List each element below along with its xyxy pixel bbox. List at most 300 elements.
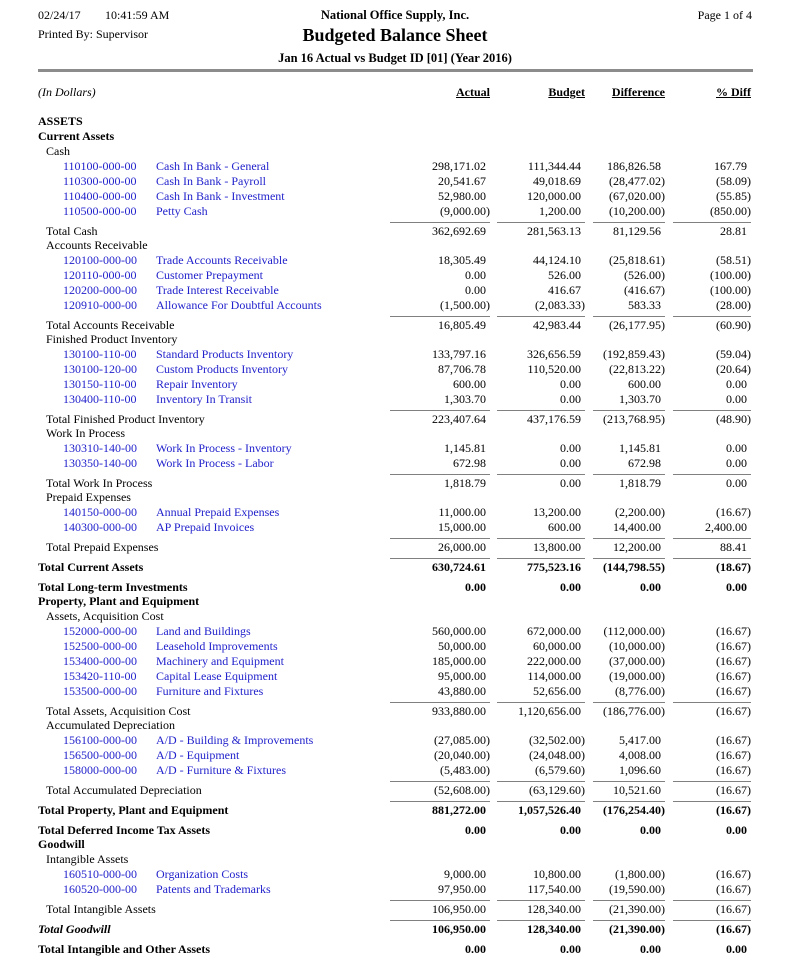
budget-value: 1,200.00 [539,204,581,218]
actual-value: 933,880.00 [390,702,490,718]
row-label [38,520,390,535]
account-number-link[interactable]: 110400-000-00 [63,189,137,203]
account-row [38,189,751,204]
budget-value: 49,018.69 [533,174,581,188]
row-label: Prepaid Expenses [46,490,131,504]
total-row [38,313,751,332]
row-label: Total Accumulated Depreciation [46,783,202,797]
budget-value: 0.00 [560,942,581,956]
pct-diff-value: 0.00 [726,456,747,470]
account-description-link[interactable]: Allowance For Doubtful Accounts [156,298,322,312]
pct-diff-value: (16.67) [673,920,751,936]
pct-diff-value: 0.00 [673,474,751,490]
total-row [38,897,751,916]
column-header-difference: Difference [611,85,665,99]
row-label [38,639,390,654]
budget-value: (6,579.60) [535,763,585,777]
row-label [38,441,390,456]
actual-value: 298,171.02 [432,159,486,173]
row-label: Intangible Assets [46,852,129,866]
budget-value: 110,520.00 [527,362,581,376]
difference-value: 672.98 [628,456,661,470]
actual-value: 11,000.00 [438,505,486,519]
budget-value: 111,344.44 [527,159,581,173]
section-row [38,129,751,144]
account-row [38,654,751,669]
row-label: Work In Process [46,426,126,440]
actual-value: 26,000.00 [390,538,490,554]
difference-value: (192,859.43) [603,347,665,361]
budget-value: (32,502.00) [529,733,585,747]
pct-diff-value: (58.09) [716,174,751,188]
budget-value: 13,800.00 [497,538,585,554]
actual-value: 87,706.78 [438,362,486,376]
budget-value: 0.00 [560,580,581,594]
account-row [38,639,751,654]
actual-value: 630,724.61 [390,558,490,574]
account-description-link[interactable]: Inventory In Transit [156,392,252,406]
budget-value: 44,124.10 [533,253,581,267]
row-label: Total Intangible and Other Assets [38,942,211,956]
budget-value: 0.00 [497,474,585,490]
account-number-link[interactable]: 110500-000-00 [63,204,137,218]
printed-by: Printed By: Supervisor [38,27,148,41]
group-row [38,609,751,624]
pct-diff-value: (16.67) [716,748,751,762]
account-row [38,441,751,456]
row-label: Total Cash [46,224,98,238]
difference-value: (112,000.00) [603,624,665,638]
difference-value: (28,477.02) [609,174,665,188]
difference-value: (176,254.40) [593,801,665,817]
row-label: Total Goodwill [38,922,111,936]
total-row [38,778,751,797]
account-number-link[interactable]: 160520-000-00 [63,882,137,896]
row-label [38,733,390,748]
pct-diff-value: 0.00 [726,823,747,837]
actual-value: 600.00 [453,377,486,391]
account-number-link[interactable]: 120110-000-00 [63,268,137,282]
section-row [38,114,751,129]
account-number-link[interactable]: 130150-110-00 [63,377,137,391]
row-label: Total Work In Process [46,476,153,490]
actual-value: 1,145.81 [444,441,486,455]
account-row [38,505,751,520]
row-label [38,456,390,471]
page-number: Page 1 of 4 [697,8,752,22]
row-label [38,298,390,313]
account-description-link[interactable]: Organization Costs [156,867,249,881]
budget-value: 0.00 [560,392,581,406]
actual-value: 106,950.00 [390,900,490,916]
grand-row [38,797,751,817]
account-description-link[interactable]: Standard Products Inventory [156,347,294,361]
pct-diff-value: (28.00) [716,298,751,312]
account-row [38,159,751,174]
account-number-link[interactable]: 152500-000-00 [63,639,137,653]
difference-value: (67,020.00) [609,189,665,203]
section-row [38,837,751,852]
difference-value: (1,800.00) [615,867,665,881]
pct-diff-value: 167.79 [714,159,747,173]
report-title: Budgeted Balance Sheet [302,25,488,45]
row-label: Property, Plant and Equipment [38,594,200,608]
budget-value: 416.67 [548,283,581,297]
account-number-link[interactable]: 156500-000-00 [63,748,137,762]
pct-diff-value: (16.67) [716,763,751,777]
account-number-link[interactable]: 152000-000-00 [63,624,137,638]
account-description-link[interactable]: Repair Inventory [156,377,238,391]
account-description-link[interactable]: Cash In Bank - Payroll [156,174,266,188]
actual-value: 15,000.00 [438,520,486,534]
budget-value: 128,340.00 [497,900,585,916]
difference-value: (8,776.00) [615,684,665,698]
account-number-link[interactable]: 120200-000-00 [63,283,137,297]
row-label [38,763,390,778]
pct-diff-value: (100.00) [710,283,751,297]
pct-diff-value: 0.00 [726,392,747,406]
actual-value: 0.00 [465,823,486,837]
account-row [38,763,751,778]
row-label [38,174,390,189]
row-label [38,204,390,219]
account-description-link[interactable]: Cash In Bank - General [156,159,270,173]
account-description-link[interactable]: A/D - Equipment [156,748,240,762]
budget-value: (24,048.00) [529,748,585,762]
account-description-link[interactable]: Custom Products Inventory [156,362,288,376]
account-number-link[interactable]: 130400-110-00 [63,392,137,406]
account-description-link[interactable]: Petty Cash [156,204,208,218]
difference-value: 5,417.00 [619,733,661,747]
row-label: Total Prepaid Expenses [46,540,159,554]
account-row [38,624,751,639]
actual-value: (27,085.00) [434,733,490,747]
row-label: Total Long-term Investments [38,580,188,594]
actual-value: 95,000.00 [438,669,486,683]
account-row [38,392,751,407]
actual-value: 1,303.70 [444,392,486,406]
pct-diff-value: (16.67) [716,669,751,683]
budget-value: 437,176.59 [497,410,585,426]
actual-value: (52,608.00) [390,781,490,797]
account-description-link[interactable]: Leasehold Improvements [156,639,278,653]
account-number-link[interactable]: 153400-000-00 [63,654,137,668]
group-row [38,852,751,867]
difference-value: 81,129.56 [593,222,665,238]
section-row [38,594,751,609]
budget-value: 114,000.00 [527,669,581,683]
actual-value: 1,818.79 [390,474,490,490]
grand-row [38,817,751,837]
account-number-link[interactable]: 110300-000-00 [63,174,137,188]
difference-value: 14,400.00 [613,520,661,534]
difference-value: 1,145.81 [619,441,661,455]
difference-value: 600.00 [628,377,661,391]
account-number-link[interactable]: 120100-000-00 [63,253,137,267]
account-row [38,268,751,283]
row-label: Current Assets [38,129,115,143]
difference-value: (21,390.00) [593,920,665,936]
account-row [38,362,751,377]
column-header-actual: Actual [456,85,490,99]
pct-diff-value: 0.00 [726,942,747,956]
account-description-link[interactable]: Patents and Trademarks [156,882,271,896]
difference-value: 0.00 [640,823,661,837]
row-label [38,159,390,174]
account-number-link[interactable]: 158000-000-00 [63,763,137,777]
grand-row [38,554,751,574]
row-label [38,624,390,639]
column-header-pct-diff: % Diff [716,85,751,99]
budget-value: (63,129.60) [497,781,585,797]
account-row [38,377,751,392]
actual-value: 16,805.49 [390,316,490,332]
account-number-link[interactable]: 130310-140-00 [63,441,137,455]
row-label: Assets, Acquisition Cost [46,609,164,623]
account-number-link[interactable]: 140150-000-00 [63,505,137,519]
account-description-link[interactable]: Trade Accounts Receivable [156,253,288,267]
actual-value: (9,000.00) [440,204,490,218]
grand-row [38,936,751,956]
account-description-link[interactable]: A/D - Building & Improvements [156,733,314,747]
total-row [38,219,751,238]
row-label: Total Current Assets [38,560,144,574]
account-row [38,748,751,763]
pct-diff-value: (60.90) [673,316,751,332]
row-label: Total Deferred Income Tax Assets [38,823,210,837]
account-row [38,204,751,219]
account-description-link[interactable]: Trade Interest Receivable [156,283,279,297]
difference-value: (22,813.22) [609,362,665,376]
actual-value: 0.00 [465,580,486,594]
budget-value: (2,083.33) [535,298,585,312]
row-label: Total Assets, Acquisition Cost [46,704,191,718]
total-row [38,699,751,718]
account-number-link[interactable]: 130350-140-00 [63,456,137,470]
row-label: Accumulated Depreciation [46,718,175,732]
difference-value: 583.33 [628,298,661,312]
difference-value: (26,177.95) [593,316,665,332]
row-label: Total Property, Plant and Equipment [38,803,229,817]
account-description-link[interactable]: Work In Process - Labor [156,456,274,470]
report-rows [38,114,751,956]
difference-value: 12,200.00 [593,538,665,554]
group-row [38,426,751,441]
group-row [38,718,751,733]
row-label [38,189,390,204]
budget-value: 52,656.00 [533,684,581,698]
row-label [38,253,390,268]
pct-diff-value: (16.67) [716,684,751,698]
pct-diff-value: 0.00 [726,580,747,594]
budget-value: 1,120,656.00 [497,702,585,718]
difference-value: (21,390.00) [593,900,665,916]
account-description-link[interactable]: Capital Lease Equipment [156,669,278,683]
pct-diff-value: (16.67) [716,733,751,747]
account-description-link[interactable]: Work In Process - Inventory [156,441,292,455]
pct-diff-value: 28.81 [673,222,751,238]
difference-value: 186,826.58 [607,159,661,173]
row-label: Cash [46,144,70,158]
row-label: Total Accounts Receivable [46,318,175,332]
pct-diff-value: 0.00 [726,441,747,455]
row-label [38,377,390,392]
column-header-budget: Budget [548,85,585,99]
actual-value: 18,305.49 [438,253,486,267]
account-number-link[interactable]: 156100-000-00 [63,733,137,747]
difference-value: 1,303.70 [619,392,661,406]
actual-value: 0.00 [465,942,486,956]
account-description-link[interactable]: Annual Prepaid Expenses [156,505,280,519]
grand-italic-row [38,916,751,936]
row-label: Total Finished Product Inventory [46,412,205,426]
total-row [38,407,751,426]
account-row [38,347,751,362]
row-label [38,654,390,669]
account-row [38,882,751,897]
account-row [38,520,751,535]
row-label: Accounts Receivable [46,238,148,252]
row-label [38,669,390,684]
actual-value: 672.98 [453,456,486,470]
difference-value: (19,000.00) [609,669,665,683]
pct-diff-value: (16.67) [673,702,751,718]
budget-value: 672,000.00 [527,624,581,638]
actual-value: 881,272.00 [390,801,490,817]
budget-value: 120,000.00 [527,189,581,203]
total-row [38,471,751,490]
pct-diff-value: (59.04) [716,347,751,361]
account-number-link[interactable]: 110100-000-00 [63,159,137,173]
account-description-link[interactable]: Machinery and Equipment [156,654,284,668]
difference-value: (2,200.00) [615,505,665,519]
row-label: ASSETS [38,114,83,128]
grand-row [38,574,751,594]
budget-value: 13,200.00 [533,505,581,519]
group-row [38,144,751,159]
row-label [38,392,390,407]
account-number-link[interactable]: 140300-000-00 [63,520,137,534]
row-label [38,867,390,882]
pct-diff-value: 2,400.00 [705,520,747,534]
actual-value: (1,500.00) [440,298,490,312]
budget-value: 600.00 [548,520,581,534]
actual-value: 43,880.00 [438,684,486,698]
actual-value: 50,000.00 [438,639,486,653]
actual-value: 20,541.67 [438,174,486,188]
budget-value: 775,523.16 [497,558,585,574]
account-description-link[interactable]: Cash In Bank - Investment [156,189,285,203]
budget-value: 1,057,526.40 [497,801,585,817]
difference-value: (416.67) [624,283,665,297]
difference-value: (19,590.00) [609,882,665,896]
report-date: 02/24/17 [38,8,81,22]
difference-value: (526.00) [624,268,665,282]
units-label: (In Dollars) [38,85,96,99]
account-number-link[interactable]: 153500-000-00 [63,684,137,698]
pct-diff-value: (100.00) [710,268,751,282]
actual-value: 0.00 [465,268,486,282]
actual-value: 560,000.00 [432,624,486,638]
group-row [38,238,751,253]
account-row [38,867,751,882]
account-number-link[interactable]: 153420-110-00 [63,669,137,683]
header-divider [38,69,753,72]
row-label [38,347,390,362]
budget-value: 128,340.00 [497,920,585,936]
account-description-link[interactable]: Land and Buildings [156,624,251,638]
pct-diff-value: (16.67) [673,781,751,797]
pct-diff-value: (16.67) [716,654,751,668]
budget-value: 117,540.00 [527,882,581,896]
budget-value: 0.00 [560,823,581,837]
row-label: Total Intangible Assets [46,902,156,916]
pct-diff-value: (58.51) [716,253,751,267]
account-row [38,174,751,189]
group-row [38,490,751,505]
difference-value: 0.00 [640,942,661,956]
budget-value: 10,800.00 [533,867,581,881]
pct-diff-value: (48.90) [673,410,751,426]
pct-diff-value: (16.67) [716,882,751,896]
pct-diff-value: (16.67) [673,801,751,817]
pct-diff-value: (16.67) [716,624,751,638]
difference-value: (10,200.00) [609,204,665,218]
pct-diff-value: (18.67) [673,558,751,574]
budget-value: 0.00 [560,456,581,470]
account-row [38,283,751,298]
column-header-row [38,84,751,99]
pct-diff-value: (850.00) [710,204,751,218]
pct-diff-value: (16.67) [673,900,751,916]
budget-value: 60,000.00 [533,639,581,653]
account-description-link[interactable]: Furniture and Fixtures [156,684,264,698]
difference-value: (186,776.00) [593,702,665,718]
row-label: Finished Product Inventory [46,332,178,346]
account-row [38,669,751,684]
row-label [38,748,390,763]
difference-value: (25,818.61) [609,253,665,267]
report-time: 10:41:59 AM [105,8,170,22]
account-number-link[interactable]: 130100-110-00 [63,347,137,361]
row-label [38,684,390,699]
budget-value: 42,983.44 [497,316,585,332]
account-row [38,298,751,313]
account-number-link[interactable]: 130100-120-00 [63,362,137,376]
row-label [38,882,390,897]
actual-value: 52,980.00 [438,189,486,203]
budget-value: 0.00 [560,441,581,455]
pct-diff-value: (16.67) [716,505,751,519]
difference-value: 0.00 [640,580,661,594]
row-label [38,505,390,520]
company-name: National Office Supply, Inc. [320,8,470,22]
budget-value: 526.00 [548,268,581,282]
account-number-link[interactable]: 160510-000-00 [63,867,137,881]
difference-value: (10,000.00) [609,639,665,653]
difference-value: (213,768.95) [593,410,665,426]
actual-value: (20,040.00) [434,748,490,762]
budget-value: 222,000.00 [527,654,581,668]
account-description-link[interactable]: Customer Prepayment [156,268,263,282]
pct-diff-value: (20.64) [716,362,751,376]
actual-value: 223,407.64 [390,410,490,426]
budget-value: 326,656.59 [527,347,581,361]
account-number-link[interactable]: 120910-000-00 [63,298,137,312]
account-row [38,253,751,268]
account-description-link[interactable]: AP Prepaid Invoices [156,520,255,534]
account-description-link[interactable]: A/D - Furniture & Fixtures [156,763,286,777]
